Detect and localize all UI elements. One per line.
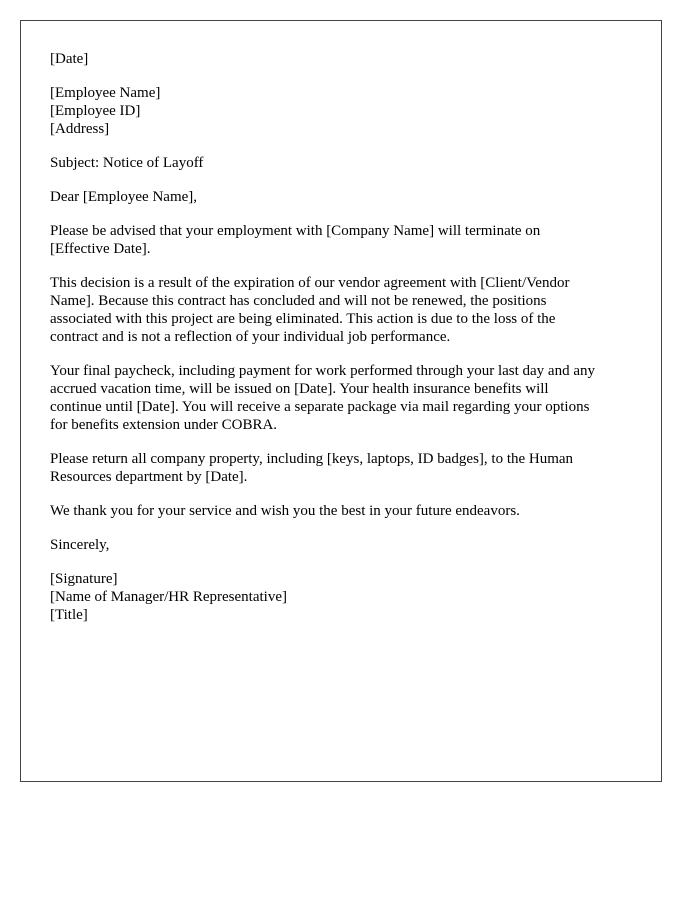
- salutation: Dear [Employee Name],: [50, 189, 198, 205]
- letter-page: [20, 20, 662, 782]
- text-line: We thank you for your service and wish you the best in your future endeavors.: [50, 503, 520, 519]
- recipient-name: [Employee Name]: [50, 85, 161, 101]
- text-line: [Effective Date].: [50, 241, 151, 257]
- signer-name: [Name of Manager/HR Representative]: [50, 589, 287, 605]
- recipient-id: [Employee ID]: [50, 103, 141, 119]
- text-line: for benefits extension under COBRA.: [50, 417, 278, 433]
- letter-body: [50, 50, 650, 640]
- text-line: contract and is not a reflection of your individual job performance.: [50, 329, 451, 345]
- recipient-address: [Address]: [50, 121, 110, 137]
- paragraph-reason: [50, 274, 650, 346]
- text-line: Name]. Because this contract has concluded and will not be renewed, the positions: [50, 293, 547, 309]
- text-line: accrued vacation time, will be issued on [Date]. Your health insurance benefits will: [50, 381, 549, 397]
- subject: Subject: Notice of Layoff: [50, 155, 204, 171]
- paragraph-thanks: [50, 502, 650, 520]
- paragraph-property: [50, 450, 650, 486]
- paragraph-termination: [50, 222, 650, 258]
- text-line: associated with this project are being eliminated. This action is due to the loss of the: [50, 311, 556, 327]
- closing: Sincerely,: [50, 537, 110, 553]
- text-line: This decision is a result of the expiration of our vendor agreement with [Client/Vendor: [50, 275, 570, 291]
- text-line: Please be advised that your employment with [Company Name] will terminate on: [50, 223, 541, 239]
- signature: [Signature]: [50, 571, 118, 587]
- text-line: Your final paycheck, including payment for work performed through your last day and any: [50, 363, 596, 379]
- signature-block: [50, 570, 650, 624]
- text-line: Resources department by [Date].: [50, 469, 248, 485]
- paragraph-pay-benefits: [50, 362, 650, 434]
- text-line: Please return all company property, including [keys, laptops, ID badges], to the Human: [50, 451, 574, 467]
- text-line: continue until [Date]. You will receive a separate package via mail regarding your options: [50, 399, 590, 415]
- signer-title: [Title]: [50, 607, 88, 623]
- date: [Date]: [50, 51, 89, 67]
- recipient-block: [50, 84, 650, 138]
